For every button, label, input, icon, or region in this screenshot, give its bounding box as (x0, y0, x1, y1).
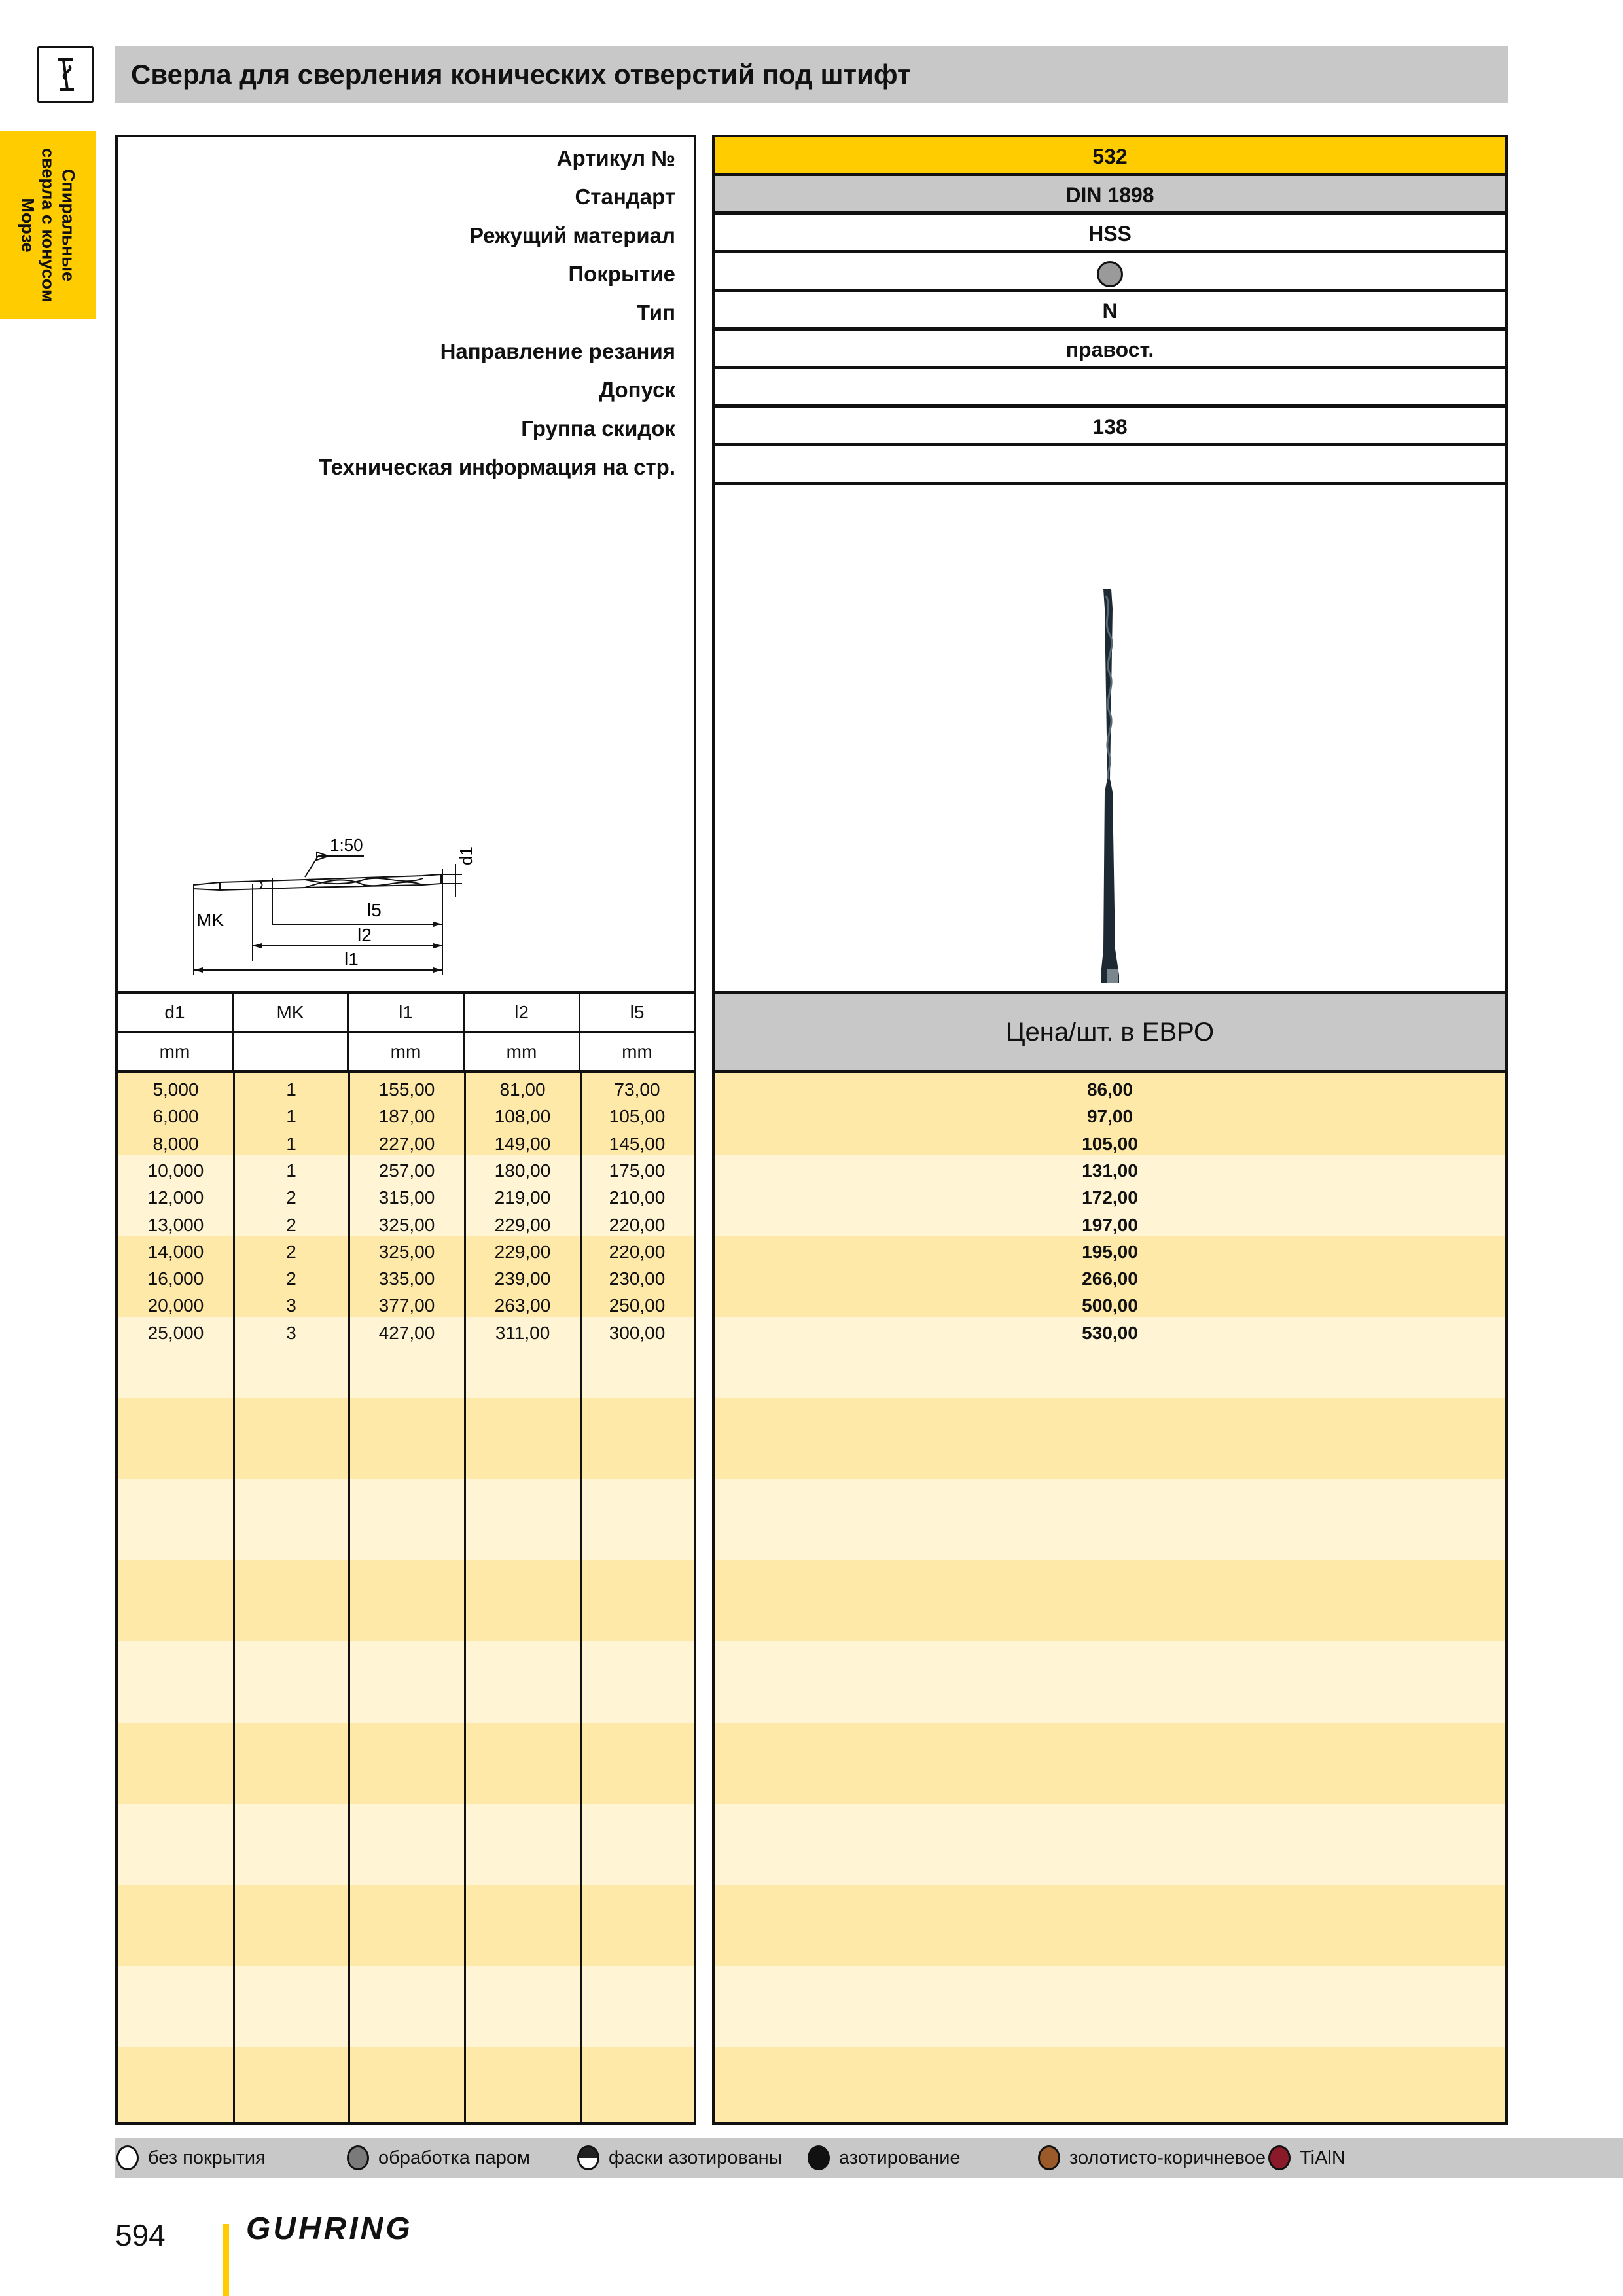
table-stripe (715, 1885, 1505, 1966)
unit-mk (234, 1033, 349, 1070)
spec-label-material: Режущий материал (469, 223, 675, 247)
coating-legend: без покрытия обработка паром фаски азотированы азотирование золотисто-коричневое TiAlN (115, 2138, 1623, 2178)
table-cell: 3 (286, 1322, 296, 1343)
table-cell: 155,00 (378, 1079, 435, 1100)
table-stripe (715, 1804, 1505, 1885)
drawing-l5-label: l5 (367, 900, 382, 920)
table-cell: 5,000 (152, 1079, 199, 1100)
unit-d1: mm (118, 1033, 234, 1070)
table-cell: 2 (286, 1268, 296, 1289)
table-cell: 300,00 (609, 1322, 666, 1343)
table-stripe (118, 1398, 694, 1479)
brand-logo: GUHRING (246, 2212, 413, 2246)
table-stripe (715, 1966, 1505, 2047)
table-cell: 145,00 (609, 1133, 666, 1154)
table-cell: 220,00 (609, 1241, 666, 1262)
table-cell: 315,00 (378, 1187, 435, 1208)
table-stripe (118, 2047, 694, 2122)
table-cell: 73,00 (614, 1079, 660, 1100)
table-cell: 335,00 (378, 1268, 435, 1289)
table-stripe (715, 1479, 1505, 1560)
table-cell: 3 (286, 1295, 296, 1316)
type-value: N (715, 292, 1505, 331)
table-stripe (118, 1804, 694, 1885)
table-cell: 2 (286, 1241, 296, 1262)
drill-technical-drawing (181, 812, 626, 975)
side-tab-label: Спиральные сверла с конусом Морзе (18, 148, 79, 302)
table-cell: 1 (286, 1079, 296, 1100)
nitrided-chamfers-icon (577, 2145, 599, 2170)
direction-value: правост. (715, 331, 1505, 369)
column-header-l1: l1 (349, 994, 465, 1031)
column-divider (464, 1073, 466, 2122)
price-cell: 97,00 (1086, 1106, 1133, 1127)
table-cell: 263,00 (494, 1295, 551, 1316)
table-cell: 227,00 (378, 1133, 435, 1154)
table-cell: 230,00 (609, 1268, 666, 1289)
table-cell: 210,00 (609, 1187, 666, 1208)
price-cell: 530,00 (1082, 1322, 1138, 1343)
table-cell: 6,000 (152, 1106, 199, 1127)
table-stripe (118, 1560, 694, 1641)
price-cell: 266,00 (1082, 1268, 1138, 1289)
spec-label-tech-info: Техническая информация на стр. (319, 455, 675, 479)
price-cell: 195,00 (1082, 1241, 1138, 1262)
table-cell: 2 (286, 1187, 296, 1208)
table-stripe (118, 1641, 694, 1723)
column-header-d1: d1 (118, 994, 234, 1031)
table-cell: 14,000 (147, 1241, 204, 1262)
coating-value (715, 253, 1505, 292)
price-cell: 86,00 (1086, 1079, 1133, 1100)
table-stripe (715, 1560, 1505, 1641)
uncoated-icon (116, 2145, 139, 2170)
tech-info-value (715, 446, 1505, 485)
table-cell: 12,000 (147, 1187, 204, 1208)
table-stripe (118, 1885, 694, 1966)
spec-label-type: Тип (636, 300, 675, 325)
column-divider (233, 1073, 235, 2122)
footer-accent-bar (223, 2224, 229, 2296)
price-cell: 197,00 (1082, 1214, 1138, 1235)
table-cell: 13,000 (147, 1214, 204, 1235)
tialn-icon (1268, 2145, 1291, 2170)
column-divider (348, 1073, 350, 2122)
price-cell: 105,00 (1082, 1133, 1138, 1154)
gold-brown-icon (1038, 2145, 1060, 2170)
table-cell: 175,00 (609, 1160, 666, 1181)
table-stripe (118, 1723, 694, 1804)
steam-treated-icon (347, 2145, 369, 2170)
table-stripe (118, 1479, 694, 1560)
table-cell: 1 (286, 1133, 296, 1154)
drill-product-image (1081, 583, 1133, 988)
table-cell: 229,00 (494, 1241, 551, 1262)
discount-group-value: 138 (715, 408, 1505, 446)
price-cell: 131,00 (1082, 1160, 1138, 1181)
price-cell: 172,00 (1082, 1187, 1138, 1208)
table-cell: 180,00 (494, 1160, 551, 1181)
spec-label-standard: Стандарт (575, 185, 675, 209)
steam-treated-icon (1097, 261, 1123, 287)
table-cell: 257,00 (378, 1160, 435, 1181)
table-cell: 108,00 (494, 1106, 551, 1127)
drawing-mk-label: MK (196, 910, 224, 930)
table-cell: 250,00 (609, 1295, 666, 1316)
table-stripe (118, 1966, 694, 2047)
table-cell: 16,000 (147, 1268, 204, 1289)
table-cell: 229,00 (494, 1214, 551, 1235)
table-stripe (715, 1723, 1505, 1804)
table-cell: 1 (286, 1106, 296, 1127)
table-stripe (715, 1398, 1505, 1479)
nitrided-icon (808, 2145, 830, 2170)
drawing-l1-label: l1 (344, 949, 359, 969)
table-cell: 220,00 (609, 1214, 666, 1235)
unit-l2: mm (465, 1033, 580, 1070)
table-cell: 2 (286, 1214, 296, 1235)
table-cell: 81,00 (499, 1079, 546, 1100)
page-number: 594 (115, 2218, 166, 2252)
drawing-d1-label: d1 (456, 846, 476, 865)
unit-l5: mm (622, 1041, 652, 1062)
price-column-header: Цена/шт. в ЕВРО (715, 994, 1505, 1070)
column-divider (580, 1073, 582, 2122)
table-cell: 311,00 (495, 1322, 550, 1343)
spec-label-tolerance: Допуск (599, 378, 675, 402)
table-cell: 8,000 (152, 1133, 199, 1154)
table-cell: 377,00 (378, 1295, 435, 1316)
table-cell: 1 (286, 1160, 296, 1181)
table-cell: 187,00 (378, 1106, 435, 1127)
table-cell: 20,000 (147, 1295, 204, 1316)
spec-label-article: Артикул № (556, 146, 675, 170)
table-cell: 427,00 (378, 1322, 435, 1343)
column-header-l5: l5 (630, 1002, 645, 1022)
spec-label-discount-group: Группа скидок (521, 416, 675, 440)
table-cell: 10,000 (147, 1160, 204, 1181)
category-logo-icon (37, 46, 94, 103)
column-header-l2: l2 (465, 994, 580, 1031)
table-cell: 149,00 (494, 1133, 551, 1154)
drawing-l2-label: l2 (357, 925, 372, 945)
table-cell: 105,00 (609, 1106, 666, 1127)
drawing-ratio-label: 1:50 (330, 835, 363, 855)
table-cell: 219,00 (494, 1187, 551, 1208)
table-stripe (715, 2047, 1505, 2122)
spec-labels-panel (115, 135, 696, 2125)
unit-l1: mm (349, 1033, 465, 1070)
product-details-panel (712, 135, 1508, 2125)
price-cell: 500,00 (1082, 1295, 1138, 1316)
table-cell: 325,00 (378, 1214, 435, 1235)
side-tab (0, 131, 96, 319)
table-cell: 25,000 (147, 1322, 204, 1343)
page-title: Сверла для сверления конических отверстий под штифт (115, 46, 1508, 103)
standard-value: DIN 1898 (715, 176, 1505, 215)
spec-label-direction: Направление резания (440, 339, 675, 363)
tolerance-value (715, 369, 1505, 408)
table-stripe (715, 1641, 1505, 1723)
table-cell: 325,00 (378, 1241, 435, 1262)
table-cell: 239,00 (494, 1268, 551, 1289)
material-value: HSS (715, 215, 1505, 253)
article-number-value: 532 (715, 137, 1505, 176)
spec-label-coating: Покрытие (568, 262, 675, 286)
column-header-mk: MK (234, 994, 349, 1031)
